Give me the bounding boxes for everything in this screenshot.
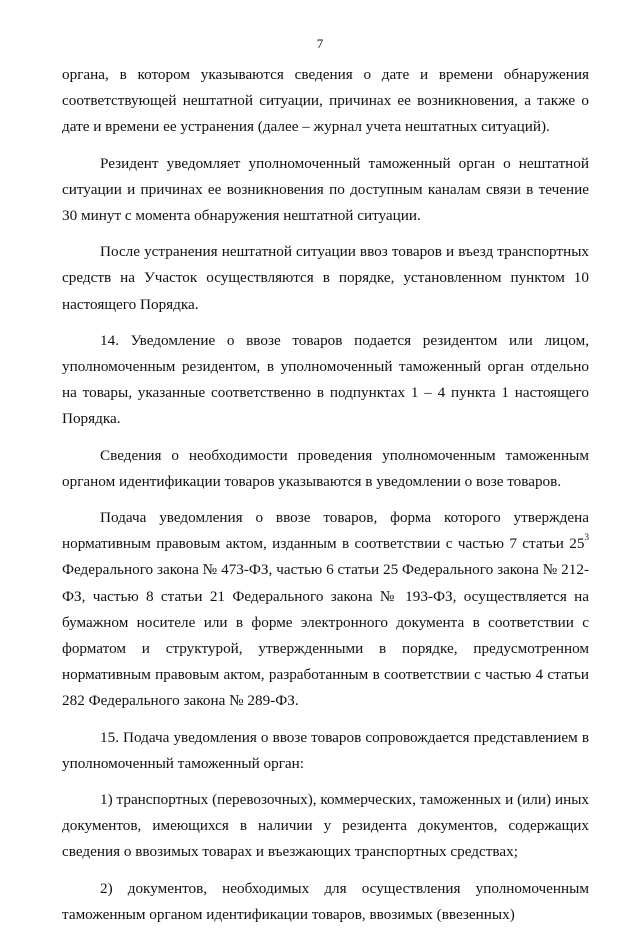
page-number: 7	[316, 36, 324, 51]
paragraph-notification-submission	[62, 505, 589, 715]
notification-submission-text-start: Подача уведомления о ввозе товаров, форма которого утверждена нормативным правовым актом, изданным в соответствии с частью 7 статьи 25	[62, 509, 589, 553]
notification-submission-text-end: Федерального закона № 473-ФЗ, частью 6 статьи 25 Федерального закона № 212-ФЗ, частью 8 статьи 21 Федерального закона № 193-ФЗ, осуществляется на бумажном носителе или в форме электронного документа в соответствии с форматом и структурой, утвержденными в порядке, предусмотренном нормативным правовым актом, разработанным в соответствии с частью 4 статьи 282 Федерального закона № 289-ФЗ.	[62, 561, 589, 710]
paragraph-identification-info: Сведения о необходимости проведения уполномоченным таможенным органом идентификации товаров указываются в уведомлении о возе товаров.	[62, 446, 589, 490]
paragraph-continuation-incident-log: органа, в котором указываются сведения о дате и времени обнаружения соответствующей нештатной ситуации, причинах ее возникновения, а также о дате и времени ее устранения (далее – журнал учета нештатных ситуаций).	[62, 66, 589, 136]
paragraph-item-15: 15. Подача уведомления о ввозе товаров сопровождается представлением в уполномоченный таможенный орган:	[62, 728, 589, 772]
paragraph-item-14: 14. Уведомление о ввозе товаров подается резидентом или лицом, уполномоченным резидентом, в уполномоченный таможенный орган отдельно на товары, указанные соответственно в подпунктах 1 – 4 пункта 1 настоящего Порядка.	[62, 331, 589, 428]
article-superscript: 3	[584, 532, 589, 543]
document-body	[62, 62, 589, 928]
paragraph-subitem-1: 1) транспортных (перевозочных), коммерческих, таможенных и (или) иных документов, имеющихся в наличии у резидента документов, содержащих сведения о ввозимых товарах и въезжающих транспортных средствах;	[62, 791, 589, 861]
paragraph-resident-notifies: Резидент уведомляет уполномоченный таможенный орган о нештатной ситуации и причинах ее возникновения по доступным каналам связи в течение 30 минут с момента обнаружения нештатной ситуации.	[62, 154, 589, 225]
paragraph-after-resolution: После устранения нештатной ситуации ввоз товаров и въезд транспортных средств на Участок осуществляются в порядке, установленном пунктом 10 настоящего Порядка.	[62, 243, 589, 313]
paragraph-subitem-2: 2) документов, необходимых для осуществления уполномоченным таможенным органом идентификации товаров, ввозимых (ввезенных)	[62, 879, 589, 923]
